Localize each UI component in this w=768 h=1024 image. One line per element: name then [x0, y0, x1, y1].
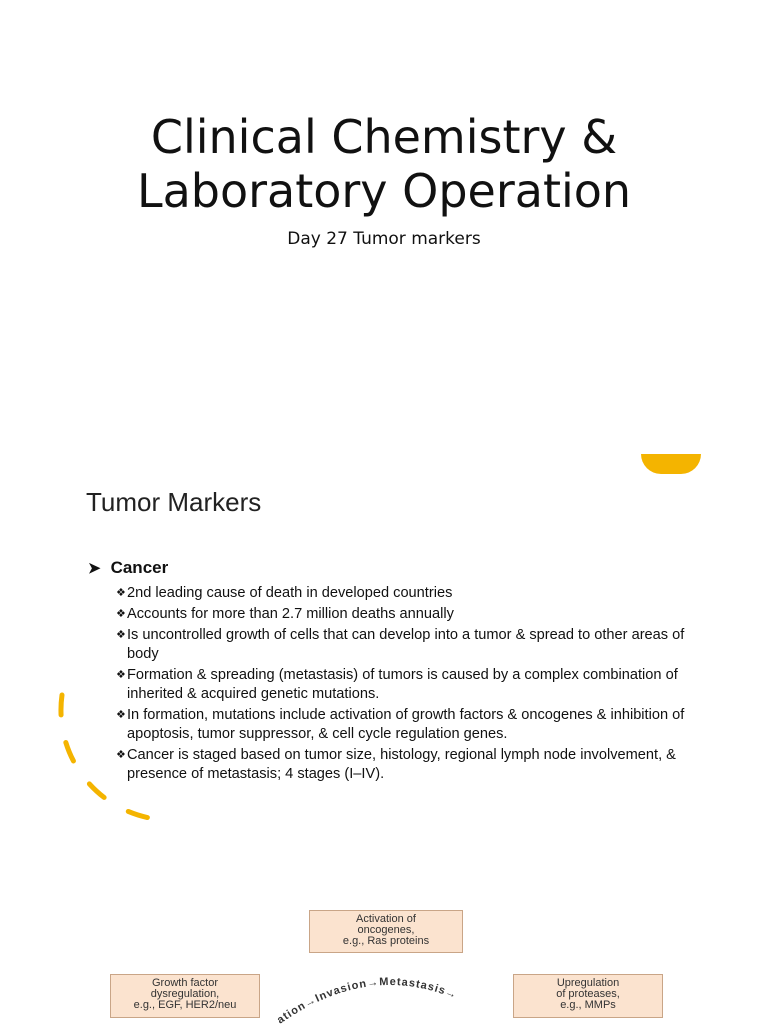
- list-item: [116, 706, 706, 744]
- oncogene-activation-box: [309, 910, 463, 953]
- list-item: [116, 666, 706, 704]
- diamond-bullet-icon: ❖: [116, 608, 126, 620]
- list-item: [116, 605, 706, 624]
- list-item: [116, 584, 706, 603]
- bullet-text: 2nd leading cause of death in developed countries: [127, 585, 453, 601]
- list-item: [116, 746, 706, 784]
- slide-title: [0, 110, 768, 218]
- cycle-text: ation→Invasion→Metastasis→: [274, 975, 460, 1024]
- box-line: Growth factor: [151, 977, 219, 989]
- growth-factor-box: [110, 974, 260, 1018]
- bullet-text: Cancer is staged based on tumor size, histology, regional lymph node involvement, & presence of metastasis; 4 stages (I–IV).: [127, 747, 676, 782]
- diamond-bullet-icon: ❖: [116, 629, 126, 641]
- slide-title-line-2: Laboratory Operation: [136, 164, 632, 218]
- diamond-bullet-icon: ❖: [116, 709, 126, 721]
- list-item: [116, 626, 706, 664]
- bullet-text: Accounts for more than 2.7 million deaths annually: [127, 606, 454, 622]
- svg-text:ation→Invasion→Metastasis→: [275, 976, 459, 1024]
- protease-upregulation-box: [513, 974, 663, 1018]
- box-line: Activation of: [356, 913, 416, 925]
- cancer-heading-label: Cancer: [110, 558, 169, 577]
- box-line: Upregulation: [556, 977, 620, 989]
- box-line: e.g., MMPs: [560, 999, 616, 1011]
- section-title: Tumor Markers: [86, 487, 262, 517]
- slide-subtitle: Day 27 Tumor markers: [287, 229, 481, 249]
- bullet-text: Is uncontrolled growth of cells that can develop into a tumor & spread to other areas of body: [127, 627, 685, 662]
- diamond-bullet-icon: ❖: [116, 587, 126, 599]
- invasion-metastasis-cycle-label: [270, 956, 510, 1024]
- box-line: dysregulation,: [150, 988, 220, 1000]
- diamond-bullet-icon: ❖: [116, 749, 126, 761]
- box-line: oncogenes,: [357, 924, 415, 936]
- cancer-progression-diagram: [0, 900, 768, 1024]
- bullet-text: In formation, mutations include activation of growth factors & oncogenes & inhibition of apoptosis, tumor suppressor, & cell cycle regulation genes.: [127, 707, 685, 742]
- box-line: e.g., Ras proteins: [342, 935, 430, 947]
- box-line: of proteases,: [556, 988, 620, 1000]
- title-slide: [0, 0, 768, 420]
- cancer-heading: [88, 558, 168, 578]
- bullet-text: Formation & spreading (metastasis) of tumors is caused by a complex combination of inherited & acquired genetic mutations.: [127, 667, 678, 702]
- accent-half-circle: [641, 454, 701, 474]
- arrow-bullet-icon: ➤: [88, 560, 101, 577]
- diamond-bullet-icon: ❖: [116, 669, 126, 681]
- cancer-bullet-list: [116, 584, 706, 786]
- tumor-markers-slide: [0, 440, 768, 1024]
- box-line: e.g., EGF, HER2/neu: [133, 999, 237, 1011]
- slide-title-line-1: Clinical Chemistry &: [150, 110, 618, 164]
